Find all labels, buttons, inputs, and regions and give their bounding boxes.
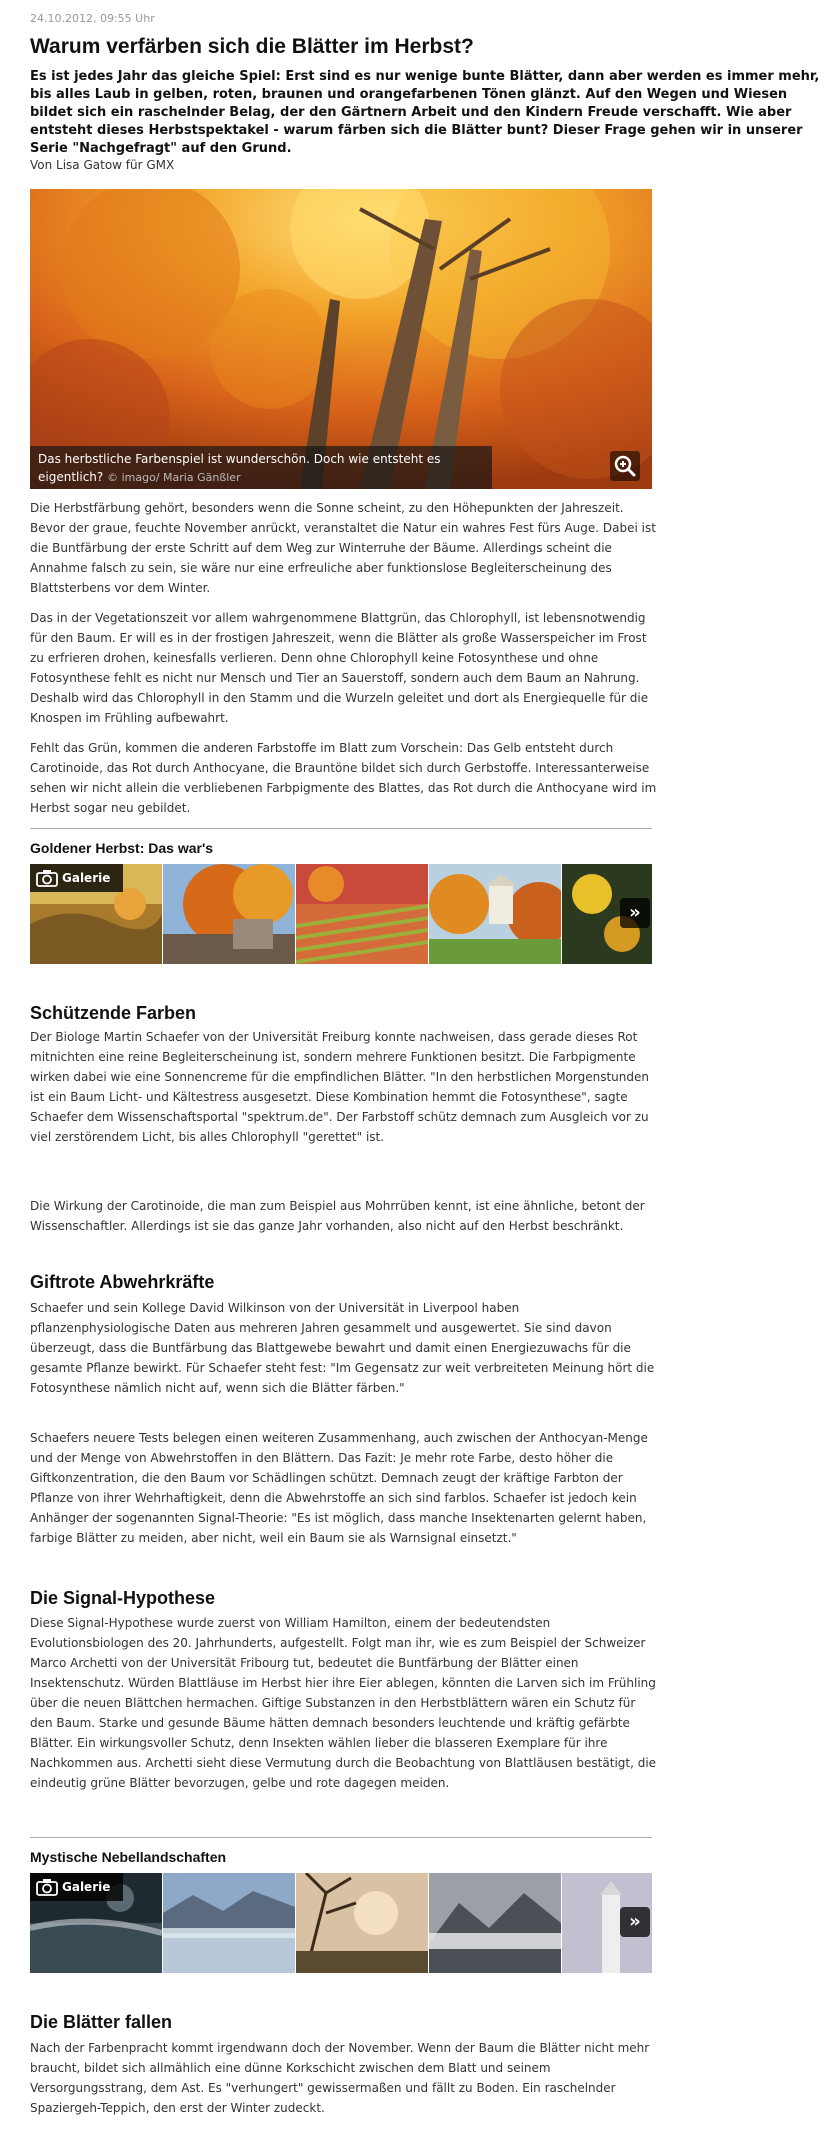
article-paragraph: Das in der Vegetationszeit vor allem wahrgenommene Blattgrün, das Chlorophyll, ist lebensnotwendig für den Baum. Er will es in der frostigen Jahreszeit, wenn die Blätter als große Wasserspeicher im Frost zu erfrieren drohen, keinesfalls verlieren. Denn ohne Chlorophyll keine Fotosynthese und ohne Fotosynthese fehlt es nicht nur Mensch und Tier an Sauerstoff, sondern auch dem Baum an Nahrung. Deshalb wird das Chlorophyll in den Stamm und die Wurzeln geleitet und dort als Energiequelle für die Knospen im Frühling aufbewahrt. — [30, 611, 649, 725]
article-headline: Warum verfärben sich die Blätter im Herbst? — [30, 35, 474, 58]
section-heading: Die Signal-Hypothese — [30, 1588, 216, 1608]
gallery-badge-label: Galerie — [62, 1880, 111, 1894]
gallery-thumbnail[interactable] — [296, 864, 428, 964]
article-paragraph: Der Biologe Martin Schaefer von der Universität Freiburg konnte nachweisen, dass gerade dieses Rot mitnichten eine reine Begleiterscheinung ist, sondern mehrere Funktionen besitzt. Die Farbpigmente wirken dabei wie eine Sonnencreme für die empfindlichen Blätter. "In den herbstlichen Morgenstunden ist ein Baum Licht- und Kältestress ausgesetzt. Diese Kombination hemmt die Fotosynthese", sagte Schaefer dem Wissenschaftsportal "spektrum.de". Der Farbstoff schütz demnach zum Ausgleich vor zu viel zerstörendem Licht, bis alles Chlorophyll "gerettet" ist. — [30, 1030, 649, 1144]
article-paragraph: Diese Signal-Hypothese wurde zuerst von William Hamilton, einem der bedeutendsten Evolutionsbiologen des 20. Jahrhunderts, aufgestellt. Folgt man ihr, wie es zum Beispiel der Schweizer Marco Archetti von der Universität Fribourg tut, bedeutet die Buntfärbung der Blätter einen Insektenschutz. Würden Blattläuse im Herbst hier ihre Eier ablegen, könnten die Larven sich im Frühling über die neuen Blättchen hermachen. Giftige Substanzen in den Herbstblättern wären ein Schutz für den Baum. Starke und gesunde Bäume hätten demnach besonders leuchtende und kräftig gefärbte Blätter. Ein wirkungsvoller Schutz, denn Insekten wählen lieber die blasseren Exemplare für ihre Nachkommen aus. Archetti sieht diese Vermutung durch die Beobachtung von Blattläusen bestätigt, die eindeutig grüne Blätter bevorzugen, gelbe und rote dagegen meiden. — [30, 1616, 657, 1790]
article-paragraph: Die Herbstfärbung gehört, besonders wenn die Sonne scheint, zu den Höhepunkten der Jahreszeit. Bevor der graue, feuchte November anrückt, veranstaltet die Natur ein wahres Fest fürs Auge. Dabei ist die Buntfärbung der erste Schritt auf dem Weg zur Winterruhe der Bäume. Allerdings scheint die Annahme falsch zu sein, sie wäre nur eine erfreuliche aber funktionslose Begleiterscheinung des Blattsterbens vor dem Winter. — [30, 501, 656, 595]
gallery-strip[interactable] — [30, 864, 652, 964]
gallery-title: Goldener Herbst: Das war's — [30, 840, 214, 856]
divider — [30, 828, 652, 829]
gallery-thumbnail[interactable] — [429, 864, 561, 964]
section-heading: Giftrote Abwehrkräfte — [30, 1272, 215, 1292]
article-byline: Von Lisa Gatow für GMX — [30, 158, 175, 172]
chevron-double-right-icon: » — [629, 902, 641, 923]
hero-autumn-trees-illustration — [30, 189, 652, 489]
camera-icon — [36, 1878, 58, 1896]
article-timestamp: 24.10.2012, 09:55 Uhr — [30, 12, 155, 25]
article-paragraph: Schaefers neuere Tests belegen einen weiteren Zusammenhang, auch zwischen der Anthocyan-Menge und der Menge von Abwehrstoffen in den Blättern. Das Fazit: Je mehr rote Farbe, desto höher die Giftkonzentration, die den Baum vor Schädlingen schützt. Demnach zeugt der kräftige Farbton der Pflanze von ihrer Wehrhaftigkeit, denn die Abwehrstoffe an sich sind farblos. Schaefer ist jedoch kein Anhänger der sogenannten Signal-Theorie: "Es ist möglich, dass manche Insektenarten gelernt haben, farbige Blätter zu meiden, aber nicht, weil ein Baum sie als Warnsignal einsetzt." — [30, 1431, 648, 1545]
article-paragraph: Die Wirkung der Carotinoide, die man zum Beispiel aus Mohrrüben kennt, ist eine ähnliche, betont der Wissenschaftler. Allerdings ist sie das ganze Jahr vorhanden, also nicht auf den Herbst beschränkt. — [30, 1199, 645, 1233]
gallery-thumbnail[interactable] — [296, 1873, 428, 1973]
section-heading: Die Blätter fallen — [30, 2012, 173, 2032]
divider — [30, 1837, 652, 1838]
hero-image[interactable] — [30, 189, 652, 489]
gallery-badge[interactable] — [30, 1873, 123, 1901]
gallery-thumbnail[interactable] — [163, 864, 295, 964]
article-paragraph: Fehlt das Grün, kommen die anderen Farbstoffe im Blatt zum Vorschein: Das Gelb entsteht durch Carotinoide, das Rot durch Anthocyane, die Brauntöne bildet sich durch Gerbstoffe. Interessanterweise sehen wir nicht allein die verbliebenen Farbpigmente des Blattes, das Rot durch die Anthocyane wird im Herbst sogar neu gebildet. — [30, 741, 657, 815]
article-lead: Es ist jedes Jahr das gleiche Spiel: Erst sind es nur wenige bunte Blätter, dann aber werden es immer mehr, bis alles Laub in gelben, roten, braunen und orangefarbenen Tönen glänzt. Auf den Wegen und Wiesen bildet sich ein raschelnder Belag, der den Gärtnern Arbeit und den Kindern Freude verschafft. Wie aber entsteht dieses Herbstspektakel - warum färben sich die Blätter bunt? Dieser Frage gehen wir in unserer Serie "Nachgefragt" auf den Grund. — [30, 69, 820, 156]
gallery-title: Mystische Nebellandschaften — [30, 1849, 227, 1865]
gallery-strip[interactable] — [30, 1873, 652, 1973]
gallery-badge-label: Galerie — [62, 871, 111, 885]
camera-icon — [36, 869, 58, 887]
hero-credit: © imago/ Maria Gänßler — [107, 471, 241, 484]
article-paragraph: Nach der Farbenpracht kommt irgendwann doch der November. Wenn der Baum die Blätter nicht mehr braucht, bildet sich allmählich eine dünne Korkschicht zwischen dem Blatt und seinem Versorgungsstrang, dem Ast. Es "verhungert" gewissermaßen und fällt zu Boden. Ein raschelnder Spaziergeh-Teppich, den erst der Winter zudeckt. — [30, 2041, 650, 2115]
gallery-badge[interactable] — [30, 864, 123, 892]
hero-caption — [30, 446, 492, 489]
hero-caption-text: Das herbstliche Farbenspiel ist wunderschön. Doch wie entsteht es eigentlich? — [38, 452, 441, 484]
section-heading: Schützende Farben — [30, 1003, 197, 1023]
chevron-double-right-icon: » — [629, 1911, 641, 1932]
gallery-thumbnail[interactable] — [163, 1873, 295, 1973]
article-paragraph: Schaefer und sein Kollege David Wilkinson von der Universität in Liverpool haben pflanzenphysiologische Daten aus mehreren Jahren gesammelt und ausgewertet. Sie sind davon überzeugt, dass die Buntfärbung das Blattgewebe bewahrt und damit einen Energiezuwachs für die gesamte Pflanze bewirkt. Für Schaefer steht fest: "Im Gegensatz zur weit verbreiteten Meinung hört die Fotosynthese nämlich nicht auf, wenn sich die Blätter färben." — [30, 1301, 655, 1395]
gallery-next-button[interactable] — [620, 1907, 650, 1937]
magnifier-plus-icon[interactable] — [610, 451, 640, 481]
gallery-next-button[interactable] — [620, 898, 650, 928]
gallery-thumbnail[interactable] — [429, 1873, 561, 1973]
